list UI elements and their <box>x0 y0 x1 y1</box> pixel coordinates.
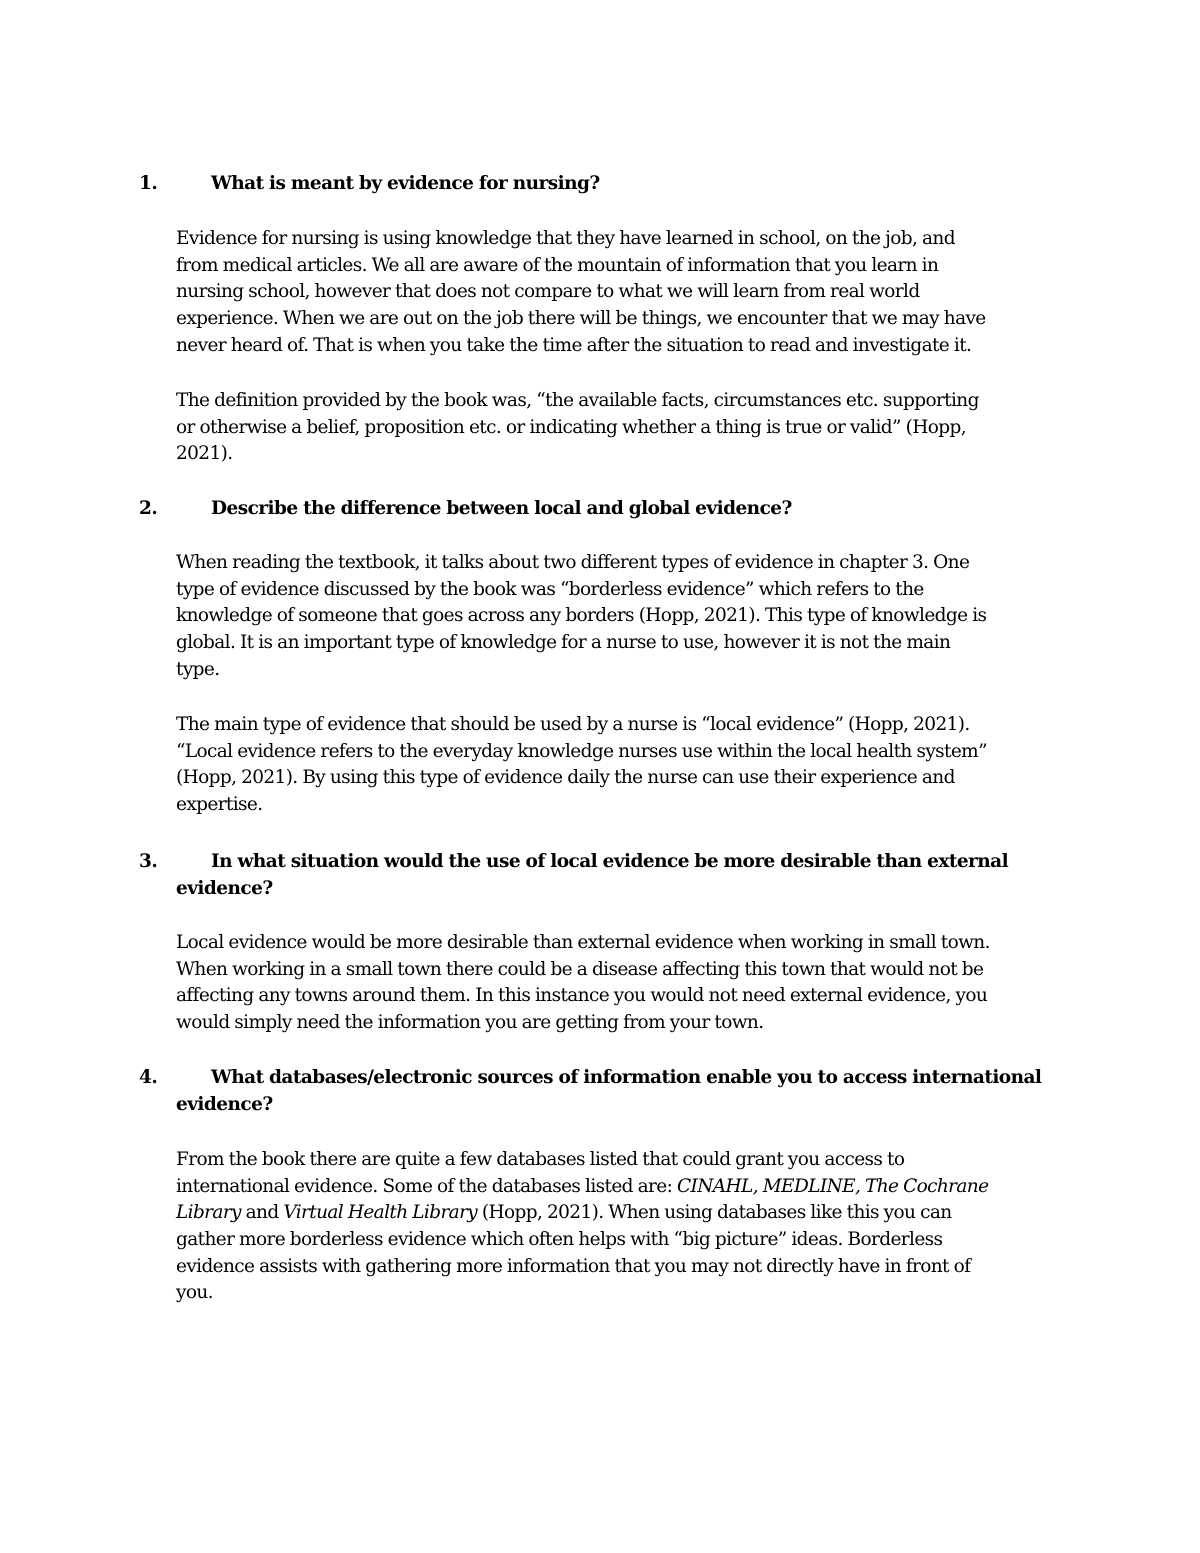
text-line: or otherwise a belief, proposition etc. or indicating whether a thing is true or valid” (Hopp, <box>176 416 966 438</box>
question-number: 4. <box>139 1067 158 1088</box>
text-line: nursing school, however that does not compare to what we will learn from real world <box>176 281 920 303</box>
text-line: The main type of evidence that should be used by a nurse is “local evidence” (Hopp, 2021). <box>176 714 970 735</box>
answer-3-paragraph-1 <box>176 930 1076 1037</box>
question-title-line-2: evidence? <box>176 1093 273 1115</box>
text-line: From the book there are quite a few databases listed that could grant you access to <box>176 1149 905 1170</box>
text-line: When working in a small town there could be a disease affecting this town that would not be <box>176 958 984 980</box>
text-line: The definition provided by the book was, “the available facts, circumstances etc. supporting <box>176 390 979 411</box>
answer-1-paragraph-1 <box>176 226 1076 359</box>
text-line: 2021). <box>176 443 233 465</box>
text-line: Local evidence would be more desirable than external evidence when working in small town. <box>176 932 990 953</box>
text-line: knowledge of someone that goes across any borders (Hopp, 2021). This type of knowledge is <box>176 605 987 627</box>
text-line: gather more borderless evidence which often helps with “big picture” ideas. Borderless <box>176 1229 943 1251</box>
question-title: What is meant by evidence for nursing? <box>211 173 600 194</box>
text-line: type of evidence discussed by the book was “borderless evidence” which refers to the <box>176 578 924 600</box>
answer-2-paragraph-2 <box>176 712 1076 819</box>
text-line: global. It is an important type of knowledge for a nurse to use, however it is not the main <box>176 632 951 654</box>
text-line: evidence assists with gathering more information that you may not directly have in front of <box>176 1255 971 1277</box>
text-line: When reading the textbook, it talks about two different types of evidence in chapter 3. One <box>176 552 970 573</box>
text-line: (Hopp, 2021). By using this type of evidence daily the nurse can use their experience and <box>176 767 955 789</box>
answer-4-paragraph-1 <box>176 1147 1076 1307</box>
text-run: international evidence. Some of the databases listed are: <box>176 1175 677 1197</box>
text-line: Evidence for nursing is using knowledge that they have learned in school, on the job, and <box>176 228 955 249</box>
question-title-line-1: In what situation would the use of local evidence be more desirable than external <box>211 851 1009 872</box>
text-line: “Local evidence refers to the everyday knowledge nurses use within the local health system” <box>176 740 987 762</box>
text-line: you. <box>176 1282 213 1304</box>
question-number: 2. <box>139 498 158 519</box>
text-run: and <box>240 1202 284 1224</box>
text-line: type. <box>176 658 220 680</box>
text-line: expertise. <box>176 794 263 816</box>
question-title-line-2: evidence? <box>176 877 273 899</box>
answer-2-paragraph-1 <box>176 550 1076 683</box>
question-number: 1. <box>139 173 158 194</box>
text-line: from medical articles. We all are aware of the mountain of information that you learn in <box>176 254 939 276</box>
text-line <box>176 1174 1076 1201</box>
question-title: Describe the difference between local and global evidence? <box>211 498 792 519</box>
database-names: CINAHL, MEDLINE, The Cochrane <box>677 1175 989 1197</box>
question-number: 3. <box>139 851 158 872</box>
text-run: (Hopp, 2021). When using databases like this you can <box>477 1202 952 1224</box>
question-title-line-1: What databases/electronic sources of information enable you to access international <box>211 1067 1042 1088</box>
database-name: Library <box>176 1202 241 1224</box>
text-line: affecting any towns around them. In this instance you would not need external evidence, you <box>176 985 988 1007</box>
text-line: would simply need the information you are getting from your town. <box>176 1012 764 1034</box>
text-line: experience. When we are out on the job there will be things, we encounter that we may have <box>176 308 986 330</box>
text-line <box>176 1200 1076 1227</box>
database-name: Virtual Health Library <box>283 1202 478 1224</box>
answer-1-paragraph-2 <box>176 388 1076 468</box>
text-line: never heard of. That is when you take the time after the situation to read and investigate it. <box>176 334 972 356</box>
